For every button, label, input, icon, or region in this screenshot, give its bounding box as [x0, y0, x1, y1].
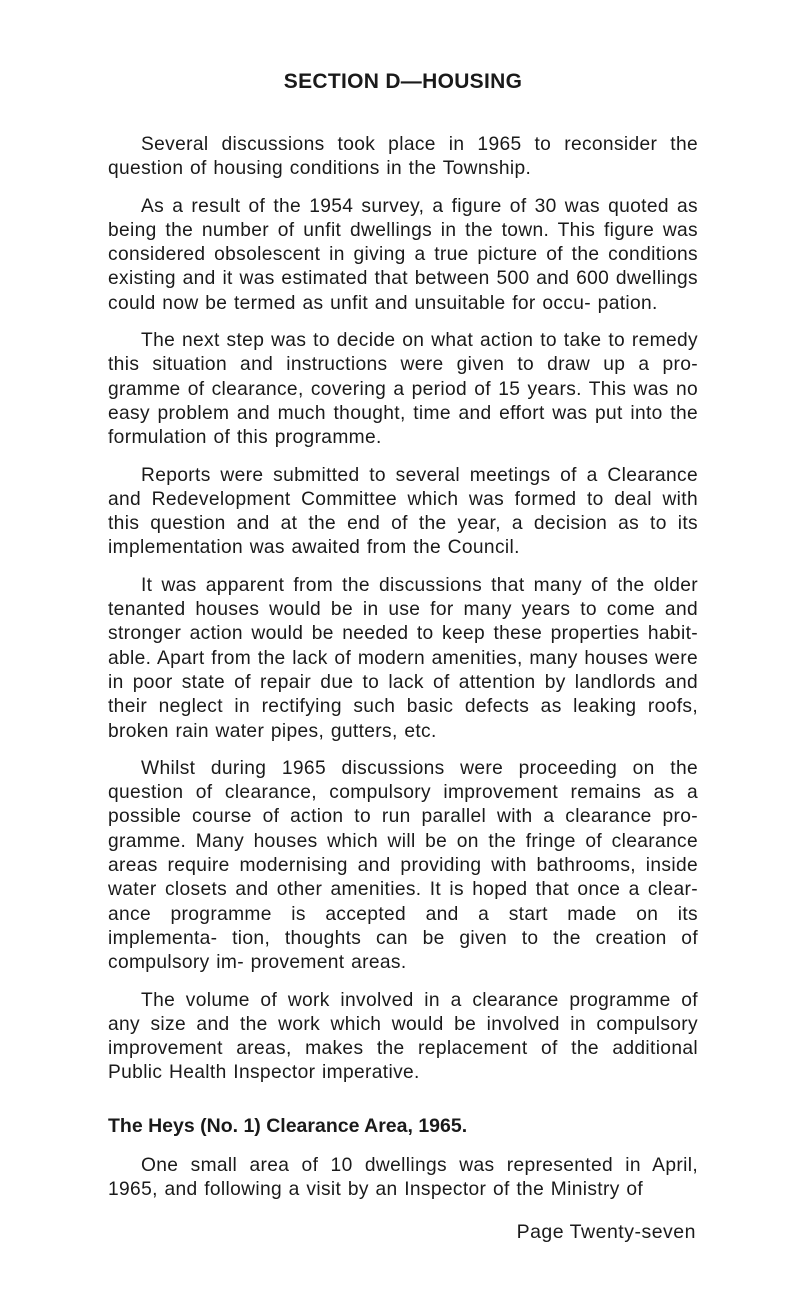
body-text	[108, 133, 698, 1215]
paragraph-3: The next step was to decide on what action to take to remedy this situation and instructions were given to draw up a pro- gramme of clearance, covering a period of 15 years. This was no easy problem and much thought, time and effort was put into the formulation of this programme.	[108, 330, 698, 449]
paragraph-1: Several discussions took place in 1965 to reconsider the question of housing conditions in the Township.	[108, 134, 698, 180]
paragraph-5: It was apparent from the discussions that many of the older tenanted houses would be in use for many years to come and stronger action would be needed to keep these properties habit- able. Apart from the lack of modern amenities, many houses were in poor state of repair due to lack of attention by landlords and their neglect in rectifying such basic defects as leaking roofs, broken rain water pipes, gutters, etc.	[108, 574, 698, 742]
document-page	[108, 0, 698, 1310]
closing-paragraph: One small area of 10 dwellings was represented in April, 1965, and following a visit by an Inspector of the Ministry of	[108, 1154, 698, 1200]
subheading-clearance-area: The Heys (No. 1) Clearance Area, 1965.	[108, 1114, 468, 1137]
paragraph-4: Reports were submitted to several meetings of a Clearance and Redevelopment Committee which was formed to deal with this question and at the end of the year, a decision as to its implementation was awaited from the Council.	[108, 464, 698, 559]
page-number: Page Twenty-seven	[516, 1221, 696, 1243]
paragraph-7: The volume of work involved in a clearance programme of any size and the work which would be involved in compulsory improvement areas, makes the replacement of the additional Public Health Inspector imperative.	[108, 989, 698, 1084]
paragraph-6: Whilst during 1965 discussions were proceeding on the question of clearance, compulsory improvement remains as a possible course of action to run parallel with a clearance pro- gramme. Many houses which will be on the fringe of clearance areas require modernising and providing with bathrooms, inside water closets and other amenities. It is hoped that once a clear- ance programme is accepted and a start made on its implementa- tion, thoughts can be given to the creation of compulsory im- provement areas.	[108, 757, 698, 974]
section-title: SECTION D—HOUSING	[283, 70, 523, 93]
paragraph-2: As a result of the 1954 survey, a figure of 30 was quoted as being the number of unfit dwellings in the town. This figure was considered obsolescent in giving a true picture of the conditions existing and it was estimated that between 500 and 600 dwellings could now be termed as unfit and unsuitable for occu- pation.	[108, 195, 698, 314]
